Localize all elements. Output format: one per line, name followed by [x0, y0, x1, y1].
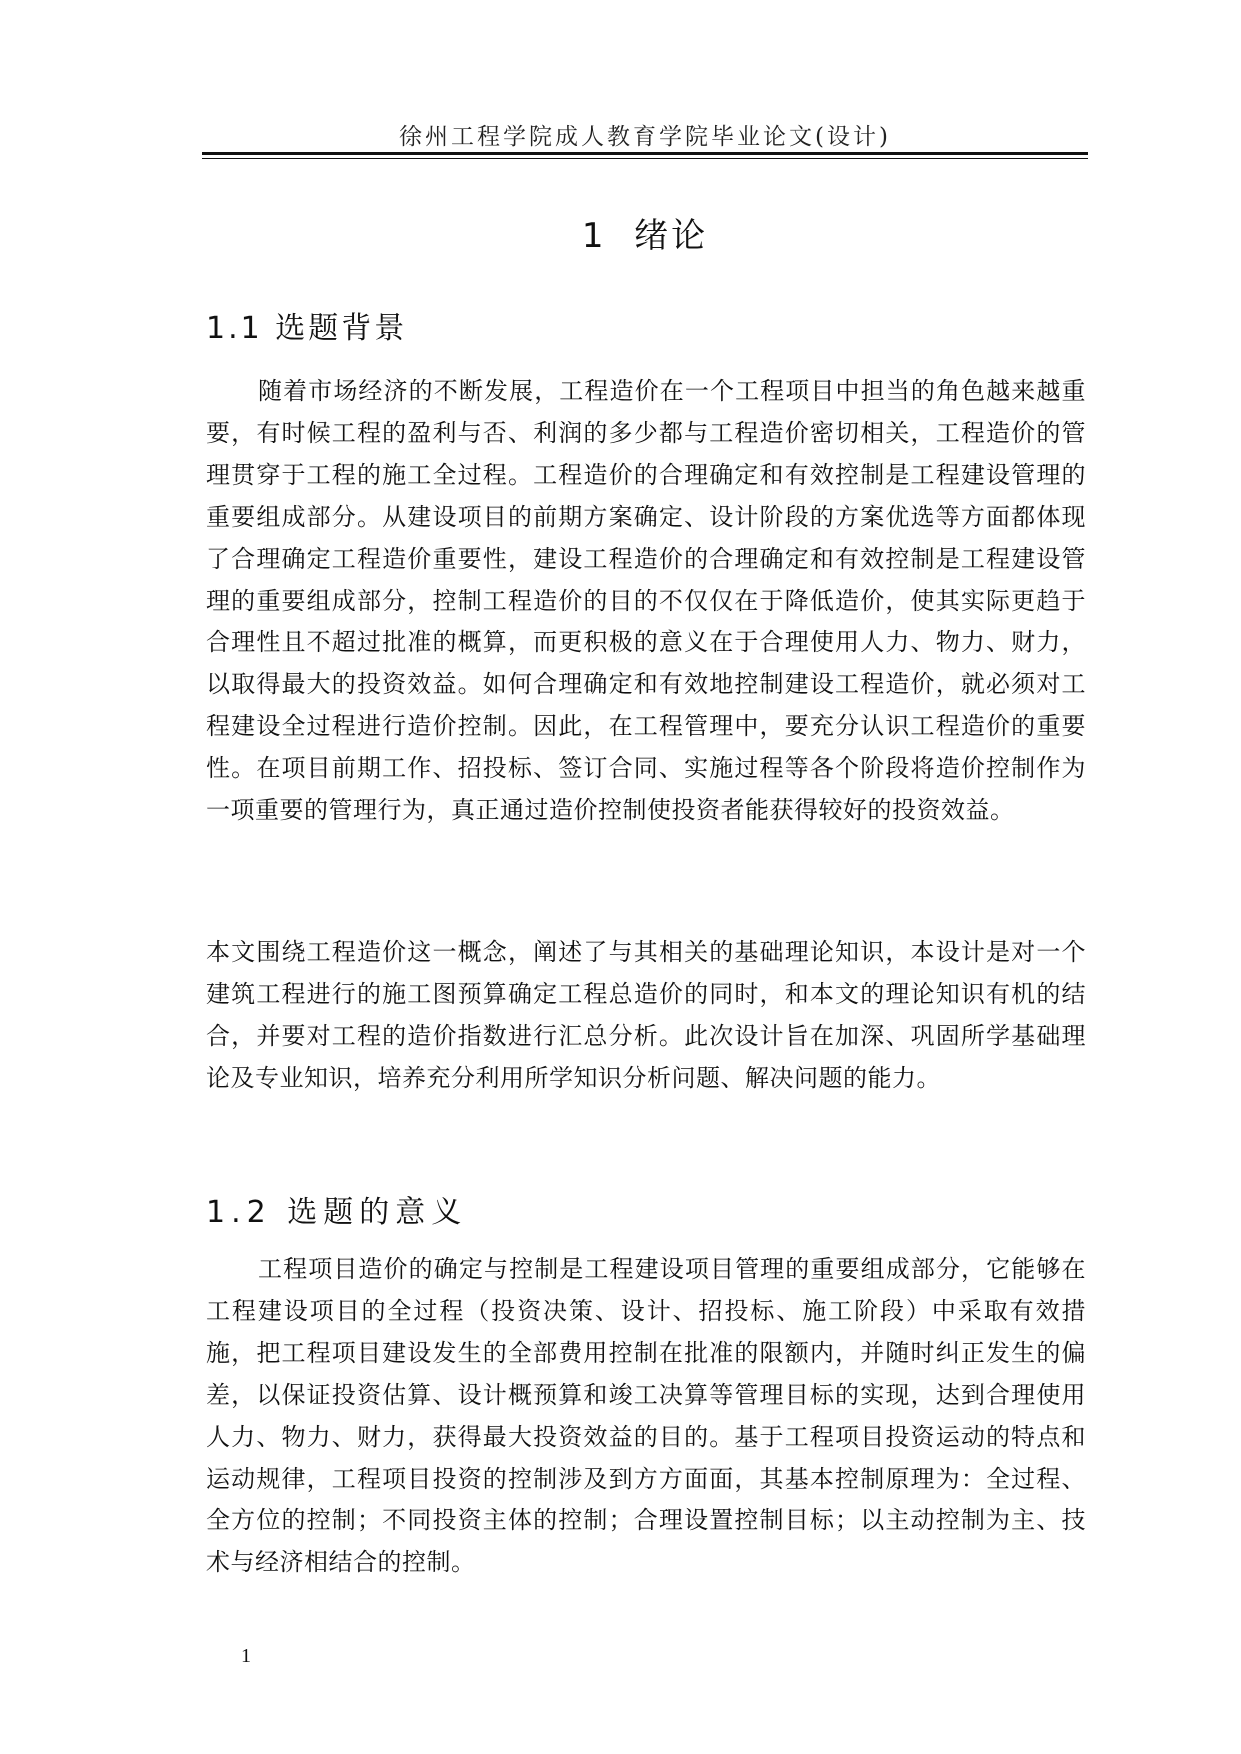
running-header: 徐州工程学院成人教育学院毕业论文(设计)	[399, 124, 891, 150]
section-title-1-2: 1.2 选题的意义	[206, 1195, 468, 1230]
header-rule-thick	[202, 152, 1088, 155]
chapter-title: 1 绪论	[581, 216, 709, 256]
section-title-1-1: 1.1 选题背景	[206, 311, 408, 346]
paragraph-background-1: 随着市场经济的不断发展，工程造价在一个工程项目中担当的角色越来越重要，有时候工程的盈利与否、利润的多少都与工程造价密切相关，工程造价的管理贯穿于工程的施工全过程。工程造价的合理确定和有效控制是工程建设管理的重要组成部分。从建设项目的前期方案确定、设计阶段的方案优选等方面都体现了合理确定工程造价重要性，建设工程造价的合理确定和有效控制是工程建设管理的重要组成部分，控制工程造价的目的不仅仅在于降低造价，使其实际更趋于合理性且不超过批准的概算，而更积极的意义在于合理使用人力、物力、财力，以取得最大的投资效益。如何合理确定和有效地控制建设工程造价，就必须对工程建设全过程进行造价控制。因此，在工程管理中，要充分认识工程造价的重要性。在项目前期工作、招投标、签订合同、实施过程等各个阶段将造价控制作为一项重要的管理行为，真正通过造价控制使投资者能获得较好的投资效益。	[206, 377, 1086, 825]
paragraph-significance-1: 工程项目造价的确定与控制是工程建设项目管理的重要组成部分，它能够在工程建设项目的全过程（投资决策、设计、招投标、施工阶段）中采取有效措施，把工程项目建设发生的全部费用控制在批准的限额内，并随时纠正发生的偏差，以保证投资估算、设计概预算和竣工决算等管理目标的实现，达到合理使用人力、物力、财力，获得最大投资效益的目的。基于工程项目投资运动的特点和运动规律，工程项目投资的控制涉及到方方面面，其基本控制原理为：全过程、全方位的控制；不同投资主体的控制；合理设置控制目标；以主动控制为主、技术与经济相结合的控制。	[206, 1255, 1086, 1577]
page-number: 1	[241, 1645, 251, 1667]
header-rule-thin	[202, 158, 1088, 159]
paragraph-background-2: 本文围绕工程造价这一概念，阐述了与其相关的基础理论知识，本设计是对一个建筑工程进行的施工图预算确定工程总造价的同时，和本文的理论知识有机的结合，并要对工程的造价指数进行汇总分析。此次设计旨在加深、巩固所学基础理论及专业知识，培养充分利用所学知识分析问题、解决问题的能力。	[206, 938, 1086, 1092]
